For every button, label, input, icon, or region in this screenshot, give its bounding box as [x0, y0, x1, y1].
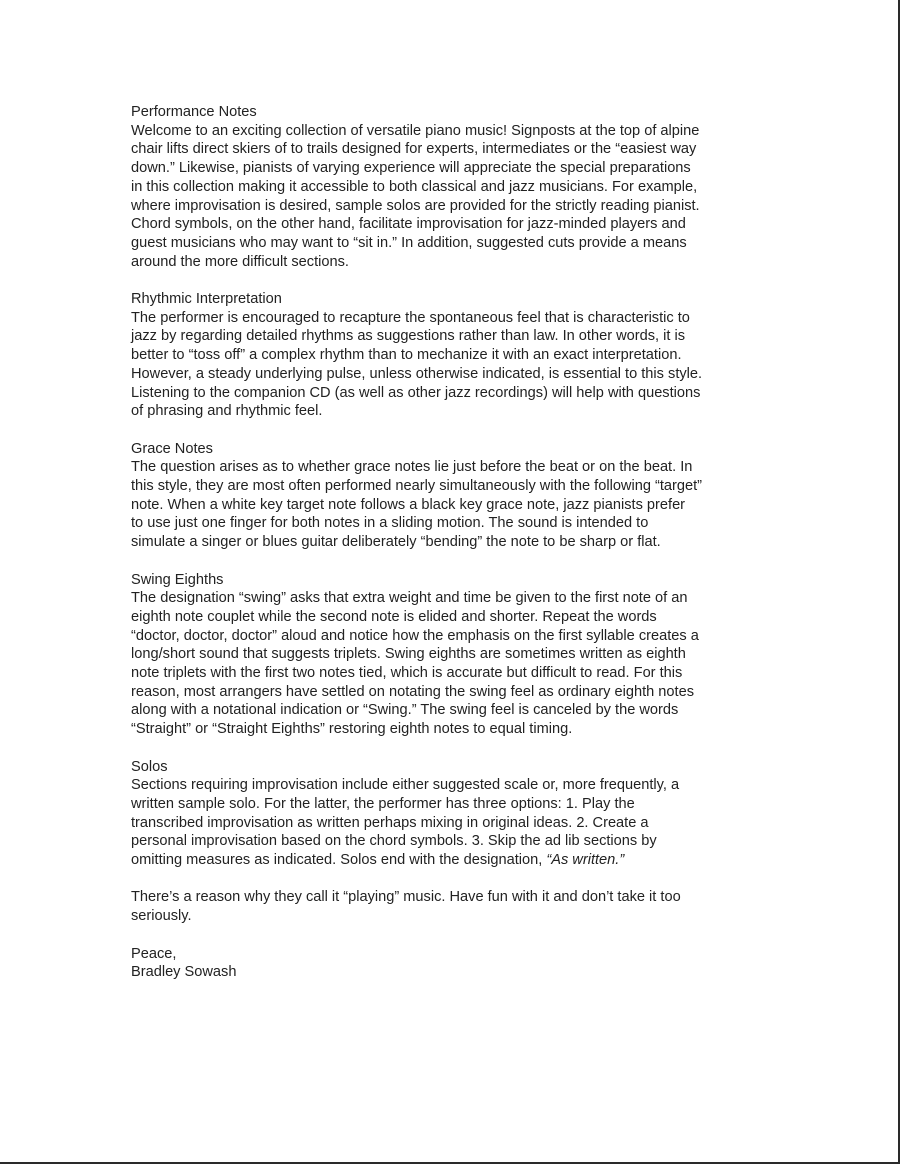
signature-block	[131, 945, 781, 982]
paragraph-line: The designation “swing” asks that extra weight and time be given to the first note of an	[131, 590, 688, 607]
paragraph-line: along with a notational indication or “Swing.” The swing feel is canceled by the words	[131, 702, 679, 719]
section-performance-notes	[131, 103, 781, 271]
paragraph-line	[131, 851, 781, 870]
paragraph-line: of phrasing and rhythmic feel.	[131, 403, 323, 420]
paragraph-line: Welcome to an exciting collection of versatile piano music! Signposts at the top of alpine	[131, 122, 700, 139]
paragraph-line: around the more difficult sections.	[131, 253, 349, 270]
section-heading: Rhythmic Interpretation	[131, 291, 282, 308]
section-grace-notes	[131, 440, 781, 552]
section-heading: Solos	[131, 758, 168, 775]
paragraph-line: personal improvisation based on the chord symbols. 3. Skip the ad lib sections by	[131, 833, 657, 850]
section-rhythmic-interpretation	[131, 290, 781, 421]
closing-paragraph	[131, 888, 781, 925]
paragraph-line: reason, most arrangers have settled on notating the swing feel as ordinary eighth notes	[131, 683, 695, 700]
paragraph-line: “Straight” or “Straight Eighths” restoring eighth notes to equal timing.	[131, 721, 573, 738]
paragraph-line: simulate a singer or blues guitar deliberately “bending” the note to be sharp or flat.	[131, 534, 661, 551]
paragraph-line: However, a steady underlying pulse, unless otherwise indicated, is essential to this style.	[131, 365, 703, 382]
paragraph-line: guest musicians who may want to “sit in.” In addition, suggested cuts provide a means	[131, 234, 687, 251]
section-heading: Performance Notes	[131, 104, 257, 120]
paragraph-line: eighth note couplet while the second note is elided and shorter. Repeat the words	[131, 608, 657, 625]
paragraph-line: The question arises as to whether grace notes lie just before the beat or on the beat. In	[131, 459, 693, 476]
paragraph-line: “doctor, doctor, doctor” aloud and notice how the emphasis on the first syllable creates a	[131, 627, 699, 644]
paragraph-line: There’s a reason why they call it “playing” music. Have fun with it and don’t take it too	[131, 889, 681, 906]
paragraph-line: down.” Likewise, pianists of varying experience will appreciate the special preparations	[131, 160, 691, 177]
paragraph-line: seriously.	[131, 908, 192, 925]
paragraph-line: in this collection making it accessible to both classical and jazz musicians. For example,	[131, 178, 698, 195]
salutation: Peace,	[131, 945, 177, 962]
section-solos	[131, 758, 781, 870]
paragraph-line: Sections requiring improvisation include either suggested scale or, more frequently, a	[131, 777, 680, 794]
paragraph-line: long/short sound that suggests triplets. Swing eighths are sometimes written as eighth	[131, 646, 686, 663]
paragraph-line: to use just one finger for both notes in a sliding motion. The sound is intended to	[131, 515, 649, 532]
italic-text: “As written.”	[546, 852, 625, 869]
paragraph-text: omitting measures as indicated. Solos end with the designation,	[131, 852, 547, 869]
paragraph-line: jazz by regarding detailed rhythms as suggestions rather than law. In other words, it is	[131, 328, 686, 345]
paragraph-line: The performer is encouraged to recapture the spontaneous feel that is characteristic to	[131, 309, 690, 326]
paragraph-line: written sample solo. For the latter, the performer has three options: 1. Play the	[131, 795, 635, 812]
paragraph-line: Chord symbols, on the other hand, facilitate improvisation for jazz-minded players and	[131, 216, 686, 233]
paragraph-line: this style, they are most often performed nearly simultaneously with the following “target”	[131, 478, 703, 495]
paragraph-line: note. When a white key target note follows a black key grace note, jazz pianists prefer	[131, 496, 686, 513]
section-heading: Grace Notes	[131, 440, 213, 457]
author-name: Bradley Sowash	[131, 964, 237, 981]
section-heading: Swing Eighths	[131, 571, 224, 588]
paragraph-line: where improvisation is desired, sample solos are provided for the strictly reading pianist.	[131, 197, 700, 214]
paragraph-line: note triplets with the first two notes tied, which is accurate but difficult to read. For this	[131, 665, 683, 682]
section-swing-eighths	[131, 571, 781, 739]
document-body	[131, 103, 781, 982]
paragraph-line: Listening to the companion CD (as well as other jazz recordings) will help with questions	[131, 384, 701, 401]
paragraph-line: transcribed improvisation as written perhaps mixing in original ideas. 2. Create a	[131, 814, 649, 831]
paragraph-line: better to “toss off” a complex rhythm than to mechanize it with an exact interpretation.	[131, 347, 682, 364]
paragraph-line: chair lifts direct skiers of to trails designed for experts, intermediates or the “easiest way	[131, 141, 697, 158]
